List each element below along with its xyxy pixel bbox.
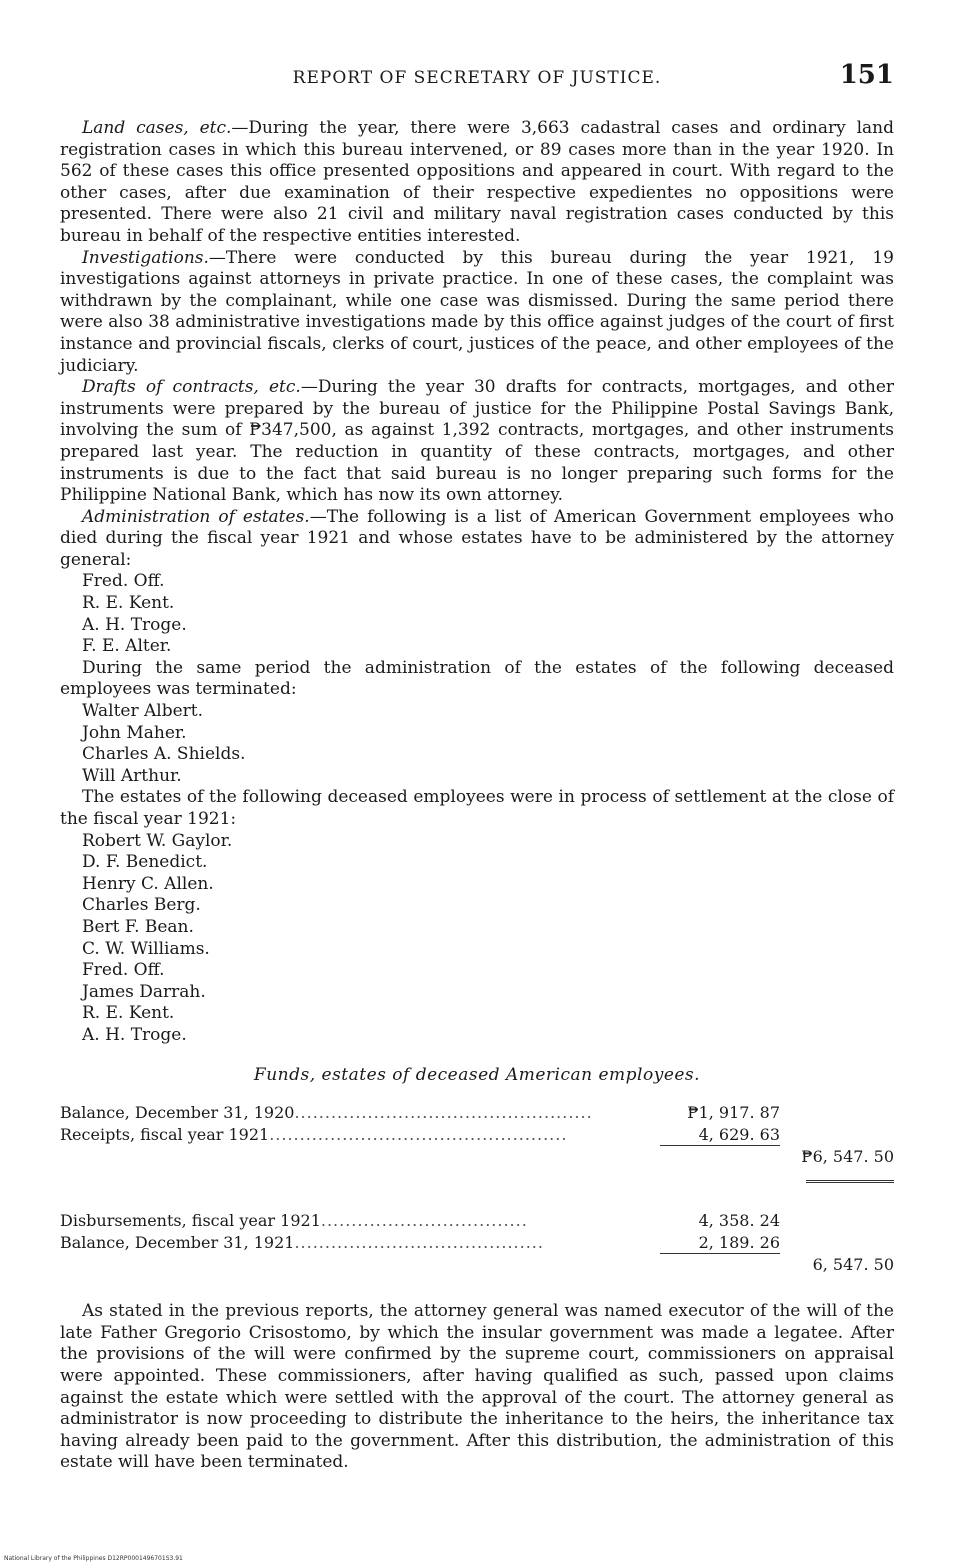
- list-item: D. F. Benedict.: [82, 852, 208, 873]
- table-row: [60, 1210, 894, 1232]
- paragraph-in-process-intro: The estates of the following deceased employees were in process of settlement at the close of the fiscal year 1921:: [60, 787, 894, 829]
- ledger-amount: [660, 1254, 780, 1276]
- paragraph-land-cases: [60, 118, 894, 248]
- ledger-label: [60, 1254, 660, 1276]
- list-item: Bert F. Bean.: [82, 916, 194, 937]
- list-item: R. E. Kent.: [82, 1003, 175, 1024]
- ledger-amount: 4, 629. 63: [698, 1124, 780, 1144]
- table-row: [60, 1124, 894, 1146]
- text-drafts: —During the year 30 drafts for contracts, mortgages, and other instruments were prepared by the bureau of justice for the Philippine Postal Savings Bank, involving the sum of ₱347,500, as against 1,392 contracts, mortgages, and other instruments prepared last year. The reduction in quantity of these contracts, mortgages, and other instruments is due to the fact that said bureau is no longer preparing such forms for the Philippine National Bank, which has now its own attorney.: [60, 377, 895, 506]
- ledger-total: ₱6, 547. 50: [801, 1146, 894, 1166]
- paragraph-crisostomo-estate: As stated in the previous reports, the attorney general was named executor of the will of the late Father Gregorio Crisostomo, by which the insular government was made a legatee. After the provisions of the will were confirmed by the supreme court, commissioners on appraisal were appointed. These commissioners, after having qualified as such, passed upon claims against the estate which were settled with the approval of the court. The attorney general as administrator is now proceeding to distribute the inheritance to the heirs, the inheritance tax having already been paid to the government. After this distribution, the administration of this estate will have been terminated.: [60, 1301, 894, 1473]
- ledger-total: [780, 1102, 894, 1124]
- text-investigations: —There were conducted by this bureau during the year 1921, 19 investigations against attorneys in private practice. In one of these cases, the complaint was withdrawn by the complainant, while one case was dismissed. During the same period there were also 38 administrative investigations made by this office against judges of the court of first instance and provincial fiscals, clerks of court, justices of the peace, and other employees of the judiciary.: [60, 247, 894, 376]
- ledger-amount: 2, 189. 26: [698, 1232, 780, 1252]
- list-to-be-administered: [60, 571, 894, 657]
- funds-ledger-table: [60, 1102, 894, 1275]
- list-item: John Maher.: [82, 722, 187, 743]
- running-head: REPORT OF SECRETARY OF JUSTICE.: [292, 68, 662, 88]
- ledger-amount: 4, 358. 24: [698, 1211, 780, 1230]
- dot-leader: .................................................: [269, 1125, 568, 1145]
- text-land-cases: —During the year, there were 3,663 cadastral cases and ordinary land registration cases in which this bureau intervened, or 89 cases more than in the year 1920. In 562 of these cases this office presented oppositions and appeared in court. With regard to the other cases, after due examination of their respective expedientes no oppositions were presented. There were also 21 civil and military naval registration cases conducted by this bureau in behalf of the respective entities interested.: [60, 118, 894, 246]
- funds-table-title: Funds, estates of deceased American employees.: [253, 1064, 701, 1085]
- ledger-label: Balance, December 31, 1921: [60, 1233, 295, 1253]
- lead-in-administration: Administration of estates.: [82, 506, 310, 527]
- ledger-amount: [660, 1146, 780, 1168]
- list-terminated: [60, 701, 894, 787]
- footer-credit: National Library of the Philippines D12RP0001496701S3.91: [4, 1555, 183, 1562]
- table-row: [60, 1254, 894, 1276]
- paragraph-administration: [60, 507, 894, 572]
- document-page: [60, 58, 894, 1474]
- list-in-process: [60, 831, 894, 1047]
- ledger-label: Disbursements, fiscal year 1921: [60, 1211, 321, 1230]
- paragraph-drafts: [60, 377, 894, 507]
- lead-in-land-cases: Land cases, etc.: [82, 118, 232, 138]
- list-item: Charles Berg.: [82, 895, 201, 916]
- text-administration: —The following is a list of American Government employees who died during the fiscal year 1921 and whose estates have to be administered by the attorney general:: [60, 506, 894, 570]
- ledger-total: 6, 547. 50: [812, 1254, 894, 1274]
- list-item: Robert W. Gaylor.: [82, 830, 233, 851]
- double-rule: [806, 1174, 894, 1183]
- ledger-label: Balance, December 31, 1920: [60, 1103, 295, 1123]
- list-item: A. H. Troge.: [82, 614, 187, 635]
- ledger-amount: ₱1, 917. 87: [687, 1103, 780, 1123]
- list-item: Fred. Off.: [82, 571, 165, 592]
- table-row: [60, 1146, 894, 1168]
- table-row: [60, 1102, 894, 1124]
- dot-leader: ..................................: [320, 1211, 528, 1230]
- list-item: Henry C. Allen.: [82, 873, 214, 894]
- paragraph-investigations: [60, 248, 894, 378]
- list-item: C. W. Williams.: [82, 938, 210, 959]
- ledger-total: [780, 1210, 894, 1232]
- lead-in-investigations: Investigations.: [82, 247, 209, 268]
- ledger-label: Receipts, fiscal year 1921: [60, 1125, 270, 1145]
- list-item: Charles A. Shields.: [82, 744, 246, 765]
- ledger-total: [780, 1232, 894, 1254]
- page-number: 151: [839, 60, 894, 90]
- list-item: Fred. Off.: [82, 960, 165, 981]
- list-item: A. H. Troge.: [82, 1024, 187, 1045]
- dot-leader: .................................................: [294, 1103, 593, 1123]
- list-item: James Darrah.: [82, 981, 206, 1002]
- dot-leader: .........................................: [294, 1233, 544, 1253]
- page-header: [60, 58, 894, 98]
- list-item: Walter Albert.: [82, 701, 204, 722]
- ledger-total: [780, 1124, 894, 1146]
- table-row: [60, 1167, 894, 1189]
- paragraph-terminated-intro: During the same period the administration of the estates of the following deceased employees was terminated:: [60, 657, 894, 700]
- table-row: [60, 1232, 894, 1254]
- list-item: R. E. Kent.: [82, 593, 175, 614]
- list-item: F. E. Alter.: [82, 636, 172, 657]
- ledger-label: [60, 1146, 660, 1168]
- lead-in-drafts: Drafts of contracts, etc.: [82, 377, 301, 398]
- body-text: [60, 118, 894, 1474]
- list-item: Will Arthur.: [82, 765, 182, 786]
